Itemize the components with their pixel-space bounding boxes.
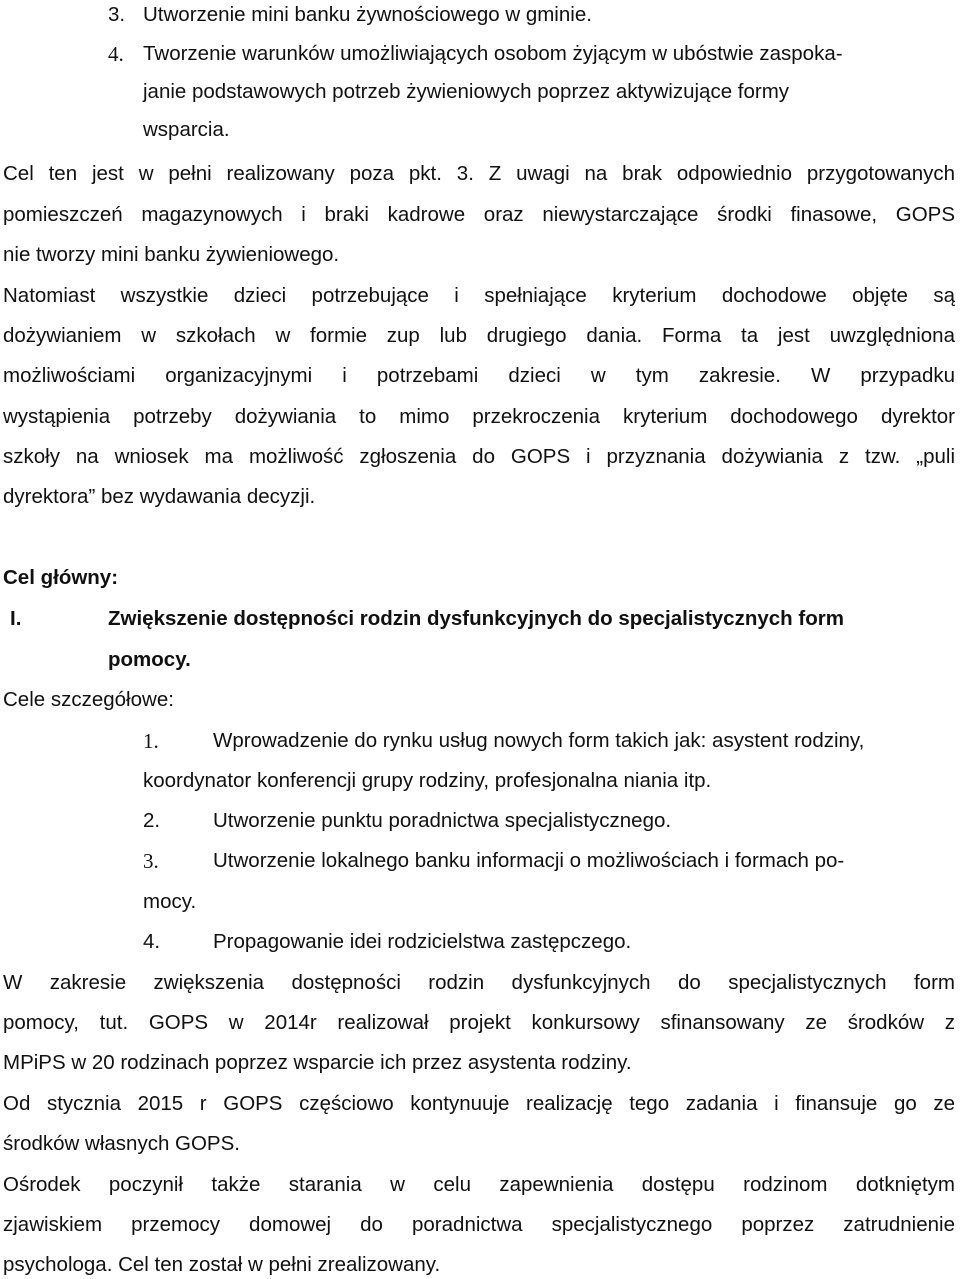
paragraph-line: W zakresie zwiększenia dostępności rodzin dysfunkcyjnych do specjalistycznych form	[3, 971, 955, 994]
list-number: 3.	[108, 3, 126, 26]
paragraph-line: środków własnych GOPS.	[3, 1132, 240, 1155]
main-goal-line: Zwiększenie dostępności rodzin dysfunkcyjnych do specjalistycznych form	[108, 607, 844, 630]
paragraph-line: Natomiast wszystkie dzieci potrzebujące i spełniające kryterium dochodowe objęte są	[3, 284, 955, 307]
goal-line: Utworzenie punktu poradnictwa specjalistycznego.	[213, 809, 672, 832]
main-goal-heading: Cel główny:	[3, 566, 119, 589]
main-goal-number: I.	[10, 607, 22, 630]
paragraph-line: możliwościami organizacyjnymi i potrzebami dzieci w tym zakresie. W przypadku	[3, 364, 955, 387]
paragraph-line: MPiPS w 20 rodzinach poprzez wsparcie ich przez asystenta rodziny.	[3, 1051, 632, 1074]
goal-line: Propagowanie idei rodzicielstwa zastępczego.	[213, 930, 632, 953]
paragraph-line: dyrektora” bez wydawania decyzji.	[3, 485, 316, 508]
goal-line: Wprowadzenie do rynku usług nowych form takich jak: asystent rodziny,	[213, 729, 865, 752]
goal-number: 1.	[143, 729, 159, 753]
goal-line: mocy.	[143, 890, 197, 913]
list-item-line: Utworzenie mini banku żywnościowego w gminie.	[143, 3, 592, 26]
list-number: 4.	[108, 42, 124, 66]
goal-number: 3.	[143, 849, 159, 873]
paragraph-line: dożywianiem w szkołach w formie zup lub drugiego dania. Forma ta jest uwzględniona	[3, 324, 955, 347]
paragraph-line: Od stycznia 2015 r GOPS częściowo kontynuuje realizację tego zadania i finansuje go ze	[3, 1092, 955, 1115]
list-item-line: janie podstawowych potrzeb żywieniowych poprzez aktywizujące formy	[143, 80, 790, 103]
paragraph-line: Cel ten jest w pełni realizowany poza pkt. 3. Z uwagi na brak odpowiednio przygotowanych	[3, 162, 955, 185]
paragraph-line: pomocy, tut. GOPS w 2014r realizował projekt konkursowy sfinansowany ze środków z	[3, 1011, 955, 1034]
goal-line: Utworzenie lokalnego banku informacji o możliwościach i formach po-	[213, 849, 845, 872]
paragraph-line: szkoły na wniosek ma możliwość zgłoszenia do GOPS i przyznania dożywiania z tzw. „puli	[3, 445, 955, 468]
paragraph-line: Ośrodek poczynił także starania w celu zapewnienia dostępu rodzinom dotkniętym	[3, 1173, 955, 1196]
paragraph-line: zjawiskiem przemocy domowej do poradnictwa specjalistycznego poprzez zatrudnienie	[3, 1213, 955, 1236]
goal-number: 4.	[143, 930, 161, 953]
list-item-line: wsparcia.	[143, 118, 230, 141]
paragraph-line: wystąpienia potrzeby dożywiania to mimo przekroczenia kryterium dochodowego dyrektor	[3, 405, 955, 428]
goal-line: koordynator konferencji grupy rodziny, profesjonalna niania itp.	[143, 769, 712, 792]
goal-number: 2.	[143, 809, 161, 832]
paragraph-line: pomieszczeń magazynowych i braki kadrowe oraz niewystarczające środki finasowe, GOPS	[3, 203, 955, 226]
specific-goals-heading: Cele szczegółowe:	[3, 688, 174, 711]
list-item-line: Tworzenie warunków umożliwiających osobom żyjącym w ubóstwie zaspoka-	[143, 42, 843, 65]
main-goal-line: pomocy.	[108, 648, 191, 671]
paragraph-line: nie tworzy mini banku żywieniowego.	[3, 243, 340, 266]
paragraph-line: psychologa. Cel ten został w pełni zrealizowany.	[3, 1253, 441, 1276]
